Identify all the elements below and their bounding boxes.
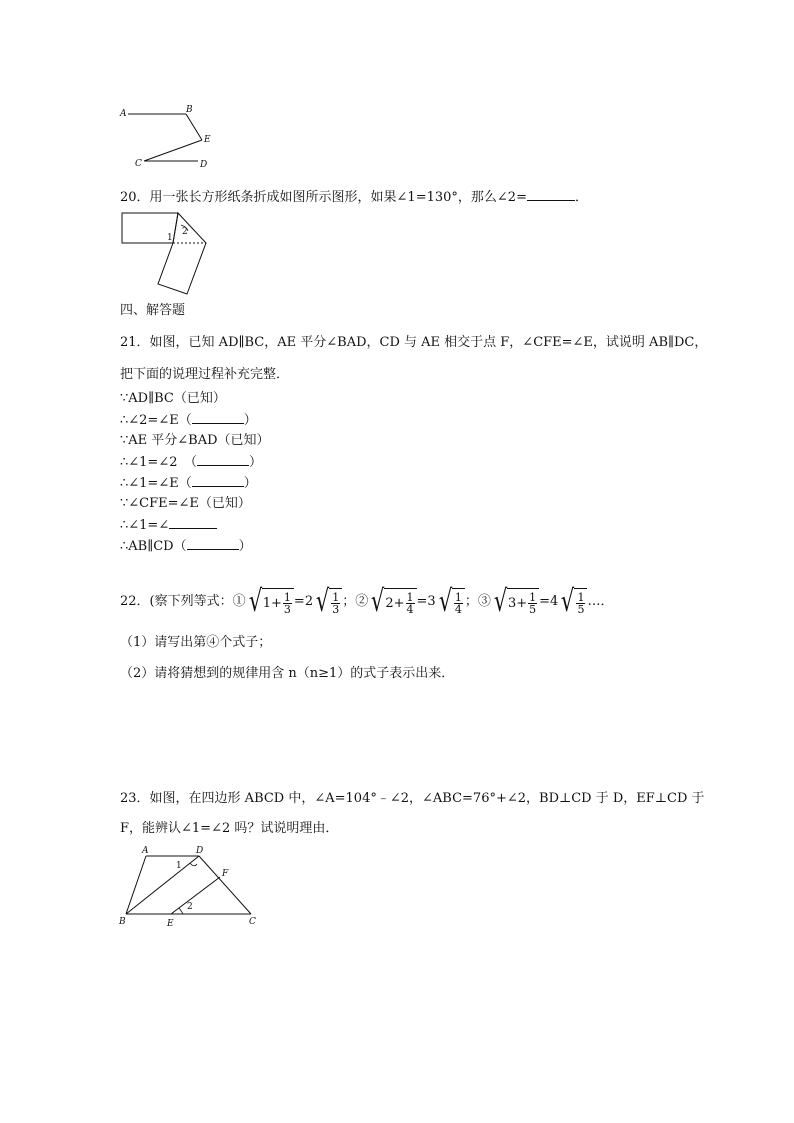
label-d: D bbox=[200, 160, 208, 170]
label-a: A bbox=[120, 109, 127, 119]
label-c: C bbox=[135, 159, 142, 169]
answer-blank[interactable] bbox=[527, 188, 575, 201]
label-a: A bbox=[142, 846, 149, 856]
angle-2-label: 2 bbox=[187, 902, 193, 912]
proof-step: ∵∠CFE=∠E（已知） bbox=[120, 496, 251, 511]
q20-text: 20．用一张长方形纸条折成如图所示图形，如果∠1=130°，那么∠2= bbox=[120, 190, 527, 205]
figure-q19 bbox=[118, 104, 218, 172]
section-title: 四、解答题 bbox=[120, 303, 186, 318]
proof-step: ∴∠1=∠E（ ） bbox=[120, 476, 257, 491]
radical: √ 3+ $\frac{1}{5}$ bbox=[491, 588, 539, 616]
reason-blank[interactable] bbox=[187, 537, 239, 550]
q21-proof bbox=[120, 390, 270, 558]
radical: √ 2+ $\frac{1}{4}$ bbox=[368, 588, 416, 616]
radical: √ 1+ $\frac{1}{3}$ bbox=[246, 588, 294, 616]
q22-equations: 22．(察下列等式：① √ 1+ $\frac{1}{3}$ =2 √ $\frac{1}{3}$ ；② √ 2+ $\frac{1}{4}$ =3 √ $\frac{1}{4}$ ；③ √ 3+ $\frac{1}{5}$ =4 √ $\frac{1}{5}$ …． bbox=[120, 584, 614, 619]
question-20 bbox=[120, 188, 588, 207]
label-b: B bbox=[186, 105, 193, 115]
proof-step: ∴∠1=∠2 （ ） bbox=[120, 455, 263, 470]
q22-sub1: （1）请写出第④个式子； bbox=[120, 635, 272, 650]
figure-q20-folded-strip bbox=[118, 210, 218, 300]
label-f: F bbox=[222, 869, 229, 879]
proof-step: ∴∠2=∠E（ ） bbox=[120, 413, 257, 428]
proof-step: ∵AD∥BC（已知） bbox=[120, 391, 226, 406]
label-e: E bbox=[204, 135, 211, 145]
radical: √ $\frac{1}{3}$ bbox=[313, 588, 342, 616]
proof-step: ∵AE 平分∠BAD（已知） bbox=[120, 433, 270, 448]
label-e: E bbox=[167, 919, 174, 929]
figure-q23-quadrilateral bbox=[116, 842, 266, 930]
reason-blank[interactable] bbox=[192, 411, 244, 424]
angle-1-label: 1 bbox=[167, 233, 173, 243]
reason-blank[interactable] bbox=[197, 453, 249, 466]
label-b: B bbox=[119, 917, 126, 927]
angle-1-label: 1 bbox=[176, 861, 182, 871]
label-d: D bbox=[196, 846, 204, 856]
q23-line2: F，能辨认∠1=∠2 吗？试说明理由． bbox=[120, 821, 339, 836]
radical: √ $\frac{1}{4}$ bbox=[436, 588, 465, 616]
q21-line1: 21．如图，已知 AD∥BC，AE 平分∠BAD，CD 与 AE 相交于点 F，∠CFE=∠E，试说明 AB∥DC， bbox=[120, 335, 708, 350]
q22-sub2: （2）请将猜想到的规律用含 n（n≥1）的式子表示出来． bbox=[120, 666, 455, 681]
angle-2-label: 2 bbox=[182, 227, 188, 237]
q20-end: ． bbox=[574, 190, 588, 205]
proof-step: ∴∠1=∠ bbox=[120, 516, 270, 537]
angle-blank[interactable] bbox=[169, 516, 217, 529]
q23-line1: 23．如图，在四边形 ABCD 中，∠A=104°﹣∠2，∠ABC=76°+∠2，BD⊥CD 于 D，EF⊥CD 于 bbox=[120, 791, 705, 806]
label-c: C bbox=[249, 917, 256, 927]
proof-step: ∴AB∥CD（ ） bbox=[120, 539, 252, 554]
q21-line2: 把下面的说理过程补充完整． bbox=[120, 367, 290, 382]
radical: √ $\frac{1}{5}$ bbox=[558, 588, 587, 616]
reason-blank[interactable] bbox=[192, 474, 244, 487]
